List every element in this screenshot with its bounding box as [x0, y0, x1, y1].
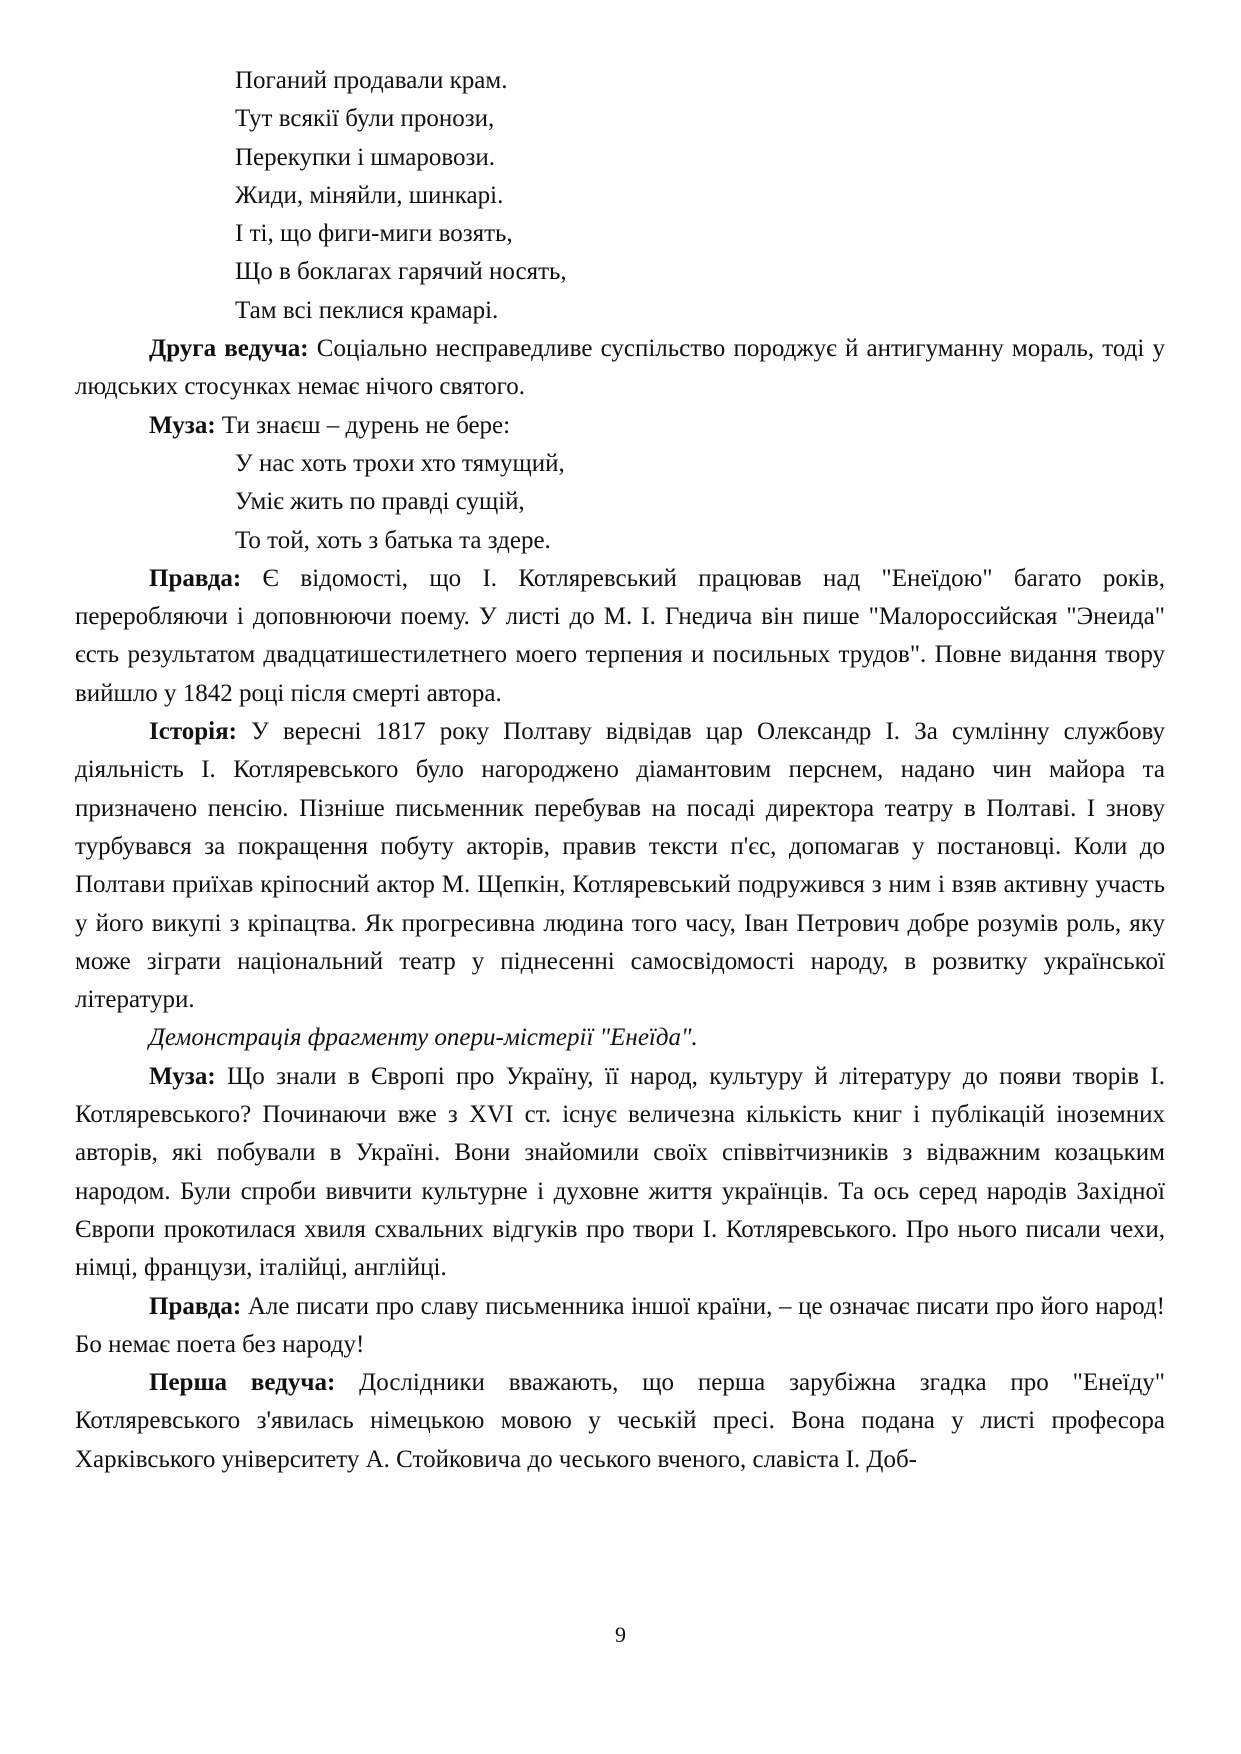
speech-text: Ти знаєш – дурень не бере:: [215, 411, 511, 439]
verse-line: Уміє жить по правді сущій,: [235, 488, 525, 516]
speaker-name: Муза:: [149, 1062, 216, 1090]
verse-line: Що в боклагах гарячий носять,: [235, 258, 567, 286]
speaker-name: Перша ведуча:: [149, 1369, 336, 1397]
verse-line: Жиди, міняйли, шинкарі.: [235, 181, 504, 209]
dialogue-paragraph: [75, 1288, 1165, 1365]
dialogue-paragraph: [75, 330, 1165, 407]
speech-text: Є відомості, що І. Котляревський працював над "Енеїдою" багато років, переробляючи і доповнюючи поему. У листі до М. І. Гнедича він пише "Малороссийская "Энеида" єсть результатом двадцатишестилетнего моего терпения и посильных трудов". Повне видання твору вийшло у 1842 році після смерті автора.: [75, 564, 1165, 707]
verse-line: У нас хоть трохи хто тямущий,: [235, 449, 565, 477]
speaker-name: Правда:: [149, 564, 242, 592]
speaker-name: Муза:: [149, 411, 216, 439]
stage-direction: Демонстрація фрагменту опери-містерії "Енеїда".: [149, 1024, 698, 1052]
dialogue-paragraph: [75, 713, 1165, 1019]
verse-line: Перекупки і шмаровози.: [235, 143, 496, 171]
verse-line: І ті, що фиги-миги возять,: [235, 220, 513, 248]
document-page: [75, 62, 1165, 1479]
verse-line: То той, хоть з батька та здере.: [235, 526, 551, 554]
speaker-name: Правда:: [149, 1292, 242, 1320]
dialogue-paragraph: [75, 560, 1165, 713]
dialogue-paragraph: [75, 1364, 1165, 1479]
speech-text: Соціально несправедливе суспільство породжує й антигуманну мораль, тоді у людських стосунках немає нічого святого.: [75, 335, 1166, 401]
dialogue-paragraph: [75, 407, 1165, 445]
verse-line: Там всі пеклися крамарі.: [235, 296, 499, 324]
speech-text: Дослідники вважають, що перша зарубіжна згадка про "Енеїду" Котляревського з'явилась німецькою мовою у чеській пресі. Вона подана у листі професора Харківського університету А. Стойковича до чеського вченого, славіста І. Доб-: [75, 1369, 1166, 1473]
verse-line: Поганий продавали крам.: [235, 67, 508, 94]
dialogue-paragraph: [75, 1058, 1165, 1288]
speech-text: Що знали в Європі про Україну, її народ, культуру й літературу до появи творів І. Котляревського? Починаючи вже з XVI ст. існує величезна кількість книг і публікацій іноземних авторів, які побували в Україні. Вони знайомили своїх співвітчизників з відважним козацьким народом. Були спроби вивчити культурне і духовне життя українців. Та ось серед народів Західної Європи прокотилася хвиля схвальних відгуків про твори І. Котляревського. Про нього писали чехи, німці, французи, італійці, англійці.: [75, 1062, 1165, 1282]
speech-text: Але писати про славу письменника іншої країни, – це означає писати про його народ! Бо немає поета без народу!: [75, 1292, 1165, 1358]
verse-line: Тут всякії були пронози,: [235, 105, 495, 133]
speech-text: У вересні 1817 року Полтаву відвідав цар Олександр І. За сумлінну службову діяльність І. Котляревського було нагороджено діамантовим перснем, надано чин майора та призначено пенсію. Пізніше письменник перебував на посаді директора театру в Полтаві. І знову турбувався за покращення побуту акторів, правив тексти п'єс, допомагав у постановці. Коли до Полтави приїхав кріпосний актор М. Щепкін, Котляревський подружився з ним і взяв активну участь у його викупі з кріпацтва. Як прогресивна людина того часу, Іван Петрович добре розумів роль, яку може зіграти національний театр у піднесенні самосвідомості народу, в розвитку української літератури.: [75, 718, 1165, 1014]
speaker-name: Друга ведуча:: [149, 335, 309, 363]
page-number: 9: [615, 1622, 626, 1647]
speaker-name: Історія:: [149, 718, 237, 746]
